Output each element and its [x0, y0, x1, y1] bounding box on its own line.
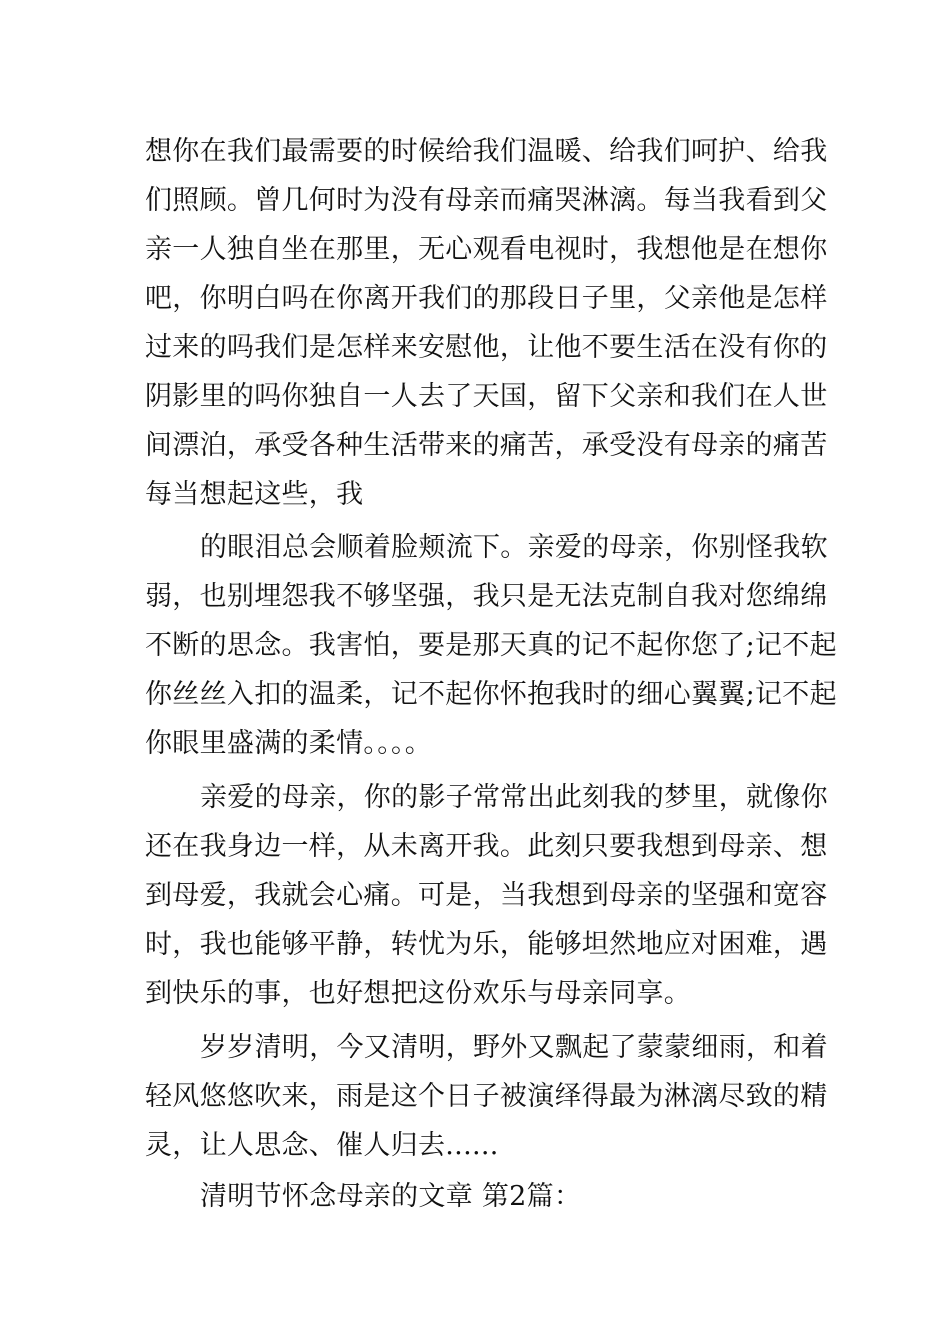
- paragraph-3-line-4: 时，我也能够平静，转忧为乐，能够坦然地应对困难，遇: [145, 929, 828, 960]
- paragraph-1-line-7: 间漂泊，承受各种生活带来的痛苦，承受没有母亲的痛苦: [145, 430, 828, 461]
- section-heading: 清明节怀念母亲的文章 第2篇：: [200, 1181, 582, 1212]
- paragraph-3-line-5: 到快乐的事，也好想把这份欢乐与母亲同享。: [145, 978, 691, 1009]
- paragraph-1-line-1: 想你在我们最需要的时候给我们温暖、给我们呵护、给我: [145, 136, 828, 167]
- paragraph-1-line-5: 过来的吗我们是怎样来安慰他，让他不要生活在没有你的: [145, 332, 828, 363]
- paragraph-2-line-4: 你丝丝入扣的温柔，记不起你怀抱我时的细心翼翼;记不起: [145, 679, 837, 710]
- paragraph-4-line-2: 轻风悠悠吹来，雨是这个日子被演绎得最为淋漓尽致的精: [145, 1081, 828, 1112]
- paragraph-1-line-3: 亲一人独自坐在那里，无心观看电视时，我想他是在想你: [145, 234, 828, 265]
- paragraph-3-line-3: 到母爱，我就会心痛。可是，当我想到母亲的坚强和宽容: [145, 880, 828, 911]
- paragraph-1-line-4: 吧，你明白吗在你离开我们的那段日子里，父亲他是怎样: [145, 283, 828, 314]
- paragraph-2-line-3: 不断的思念。我害怕，要是那天真的记不起你您了;记不起: [145, 630, 837, 661]
- paragraph-1-line-2: 们照顾。曾几何时为没有母亲而痛哭淋漓。每当我看到父: [145, 185, 828, 216]
- paragraph-2-line-5: 你眼里盛满的柔情。。。。: [145, 728, 433, 759]
- paragraph-1-line-8: 每当想起这些，我: [145, 479, 364, 510]
- paragraph-3-line-1: 亲爱的母亲，你的影子常常出此刻我的梦里，就像你: [200, 782, 828, 813]
- paragraph-4-line-1: 岁岁清明，今又清明，野外又飘起了蒙蒙细雨，和着: [200, 1032, 828, 1063]
- paragraph-3-line-2: 还在我身边一样，从未离开我。此刻只要我想到母亲、想: [145, 831, 828, 862]
- paragraph-4-line-3: 灵，让人思念、催人归去......: [145, 1130, 499, 1161]
- paragraph-2-line-2: 弱，也别埋怨我不够坚强，我只是无法克制自我对您绵绵: [145, 581, 828, 612]
- paragraph-1-line-6: 阴影里的吗你独自一人去了天国，留下父亲和我们在人世: [145, 381, 828, 412]
- paragraph-2-line-1: 的眼泪总会顺着脸颊流下。亲爱的母亲，你别怪我软: [200, 532, 828, 563]
